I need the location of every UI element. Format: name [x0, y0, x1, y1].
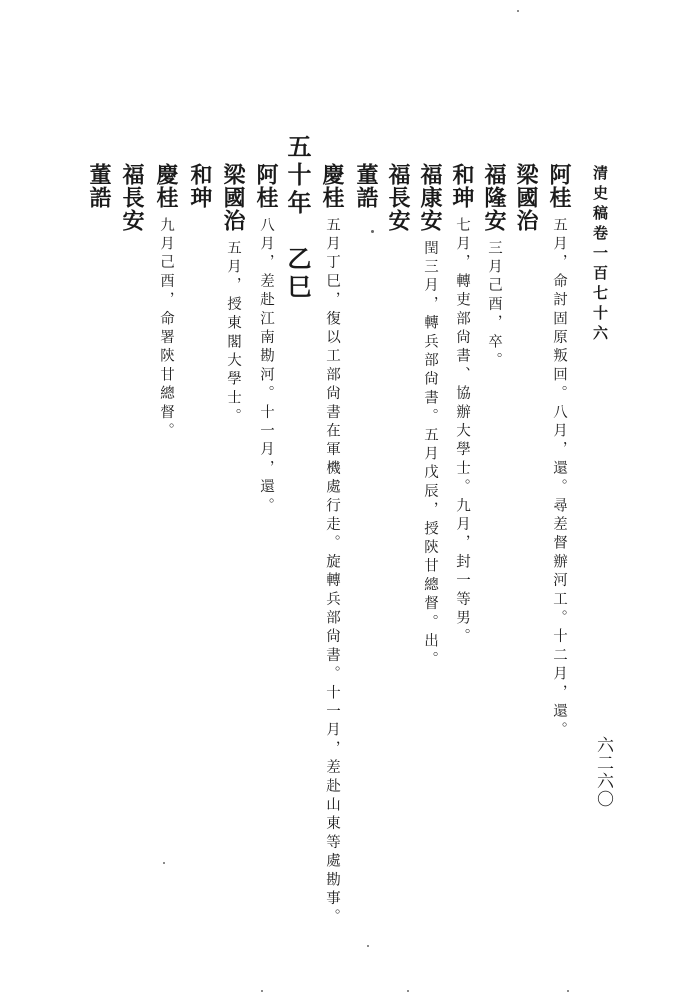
page-header-title: 清史稿卷一百七十六 [591, 165, 609, 345]
entry-text: 五月，授東閣大學士。 [225, 240, 241, 427]
entry-column [515, 163, 537, 240]
official-name: 和珅 [187, 163, 213, 209]
official-name: 福隆安 [481, 163, 507, 232]
page-number: 六二六〇 [593, 736, 613, 808]
official-name: 梁國治 [513, 163, 539, 232]
scan-speck [517, 10, 519, 12]
official-name: 董誥 [353, 163, 379, 209]
official-name: 阿桂 [253, 163, 279, 209]
entry-text: 九月己酉，命署陝甘總督。 [158, 217, 174, 442]
entry-column [88, 163, 110, 217]
year-heading: 五十年 乙巳 [283, 134, 312, 302]
scan-speck [367, 945, 369, 947]
official-name: 慶桂 [153, 163, 179, 209]
official-name: 梁國治 [220, 163, 246, 232]
entry-column [189, 163, 211, 217]
entry-text: 七月，轉吏部尙書、協辦大學士。九月，封一等男。 [454, 217, 470, 648]
scan-speck [371, 230, 374, 233]
entry-column [483, 163, 505, 371]
entry-column [451, 163, 473, 647]
official-name: 董誥 [86, 163, 112, 209]
entry-text: 五月，命討固原叛回。八月，還。尋差督辦河工。十二月，還。 [551, 217, 567, 741]
entry-column [255, 163, 277, 516]
official-name: 福康安 [417, 163, 443, 232]
official-name: 慶桂 [319, 163, 345, 209]
scan-speck [407, 990, 409, 992]
entry-column [355, 163, 377, 217]
entry-column [548, 163, 570, 741]
entry-column [121, 163, 143, 240]
entry-column [419, 163, 441, 670]
entry-text: 閏三月，轉兵部尙書。五月戊辰，授陝甘總督。出。 [422, 240, 438, 671]
entry-text: 三月己酉，卒。 [486, 240, 502, 371]
scan-speck [163, 862, 165, 864]
scan-speck [567, 990, 569, 992]
official-name: 福長安 [119, 163, 145, 232]
entry-column [222, 163, 244, 427]
entry-text: 五月丁巳，復以工部尙書在軍機處行走。旋轉兵部尙書。十一月，差赴山東等處勘事。 [324, 217, 340, 928]
scan-speck [261, 990, 263, 992]
entry-column [155, 163, 177, 441]
entry-column [321, 163, 343, 928]
entry-text: 八月，差赴江南勘河。十一月，還。 [258, 217, 274, 517]
official-name: 福長安 [385, 163, 411, 232]
entry-column [387, 163, 409, 240]
official-name: 阿桂 [546, 163, 572, 209]
official-name: 和珅 [449, 163, 475, 209]
